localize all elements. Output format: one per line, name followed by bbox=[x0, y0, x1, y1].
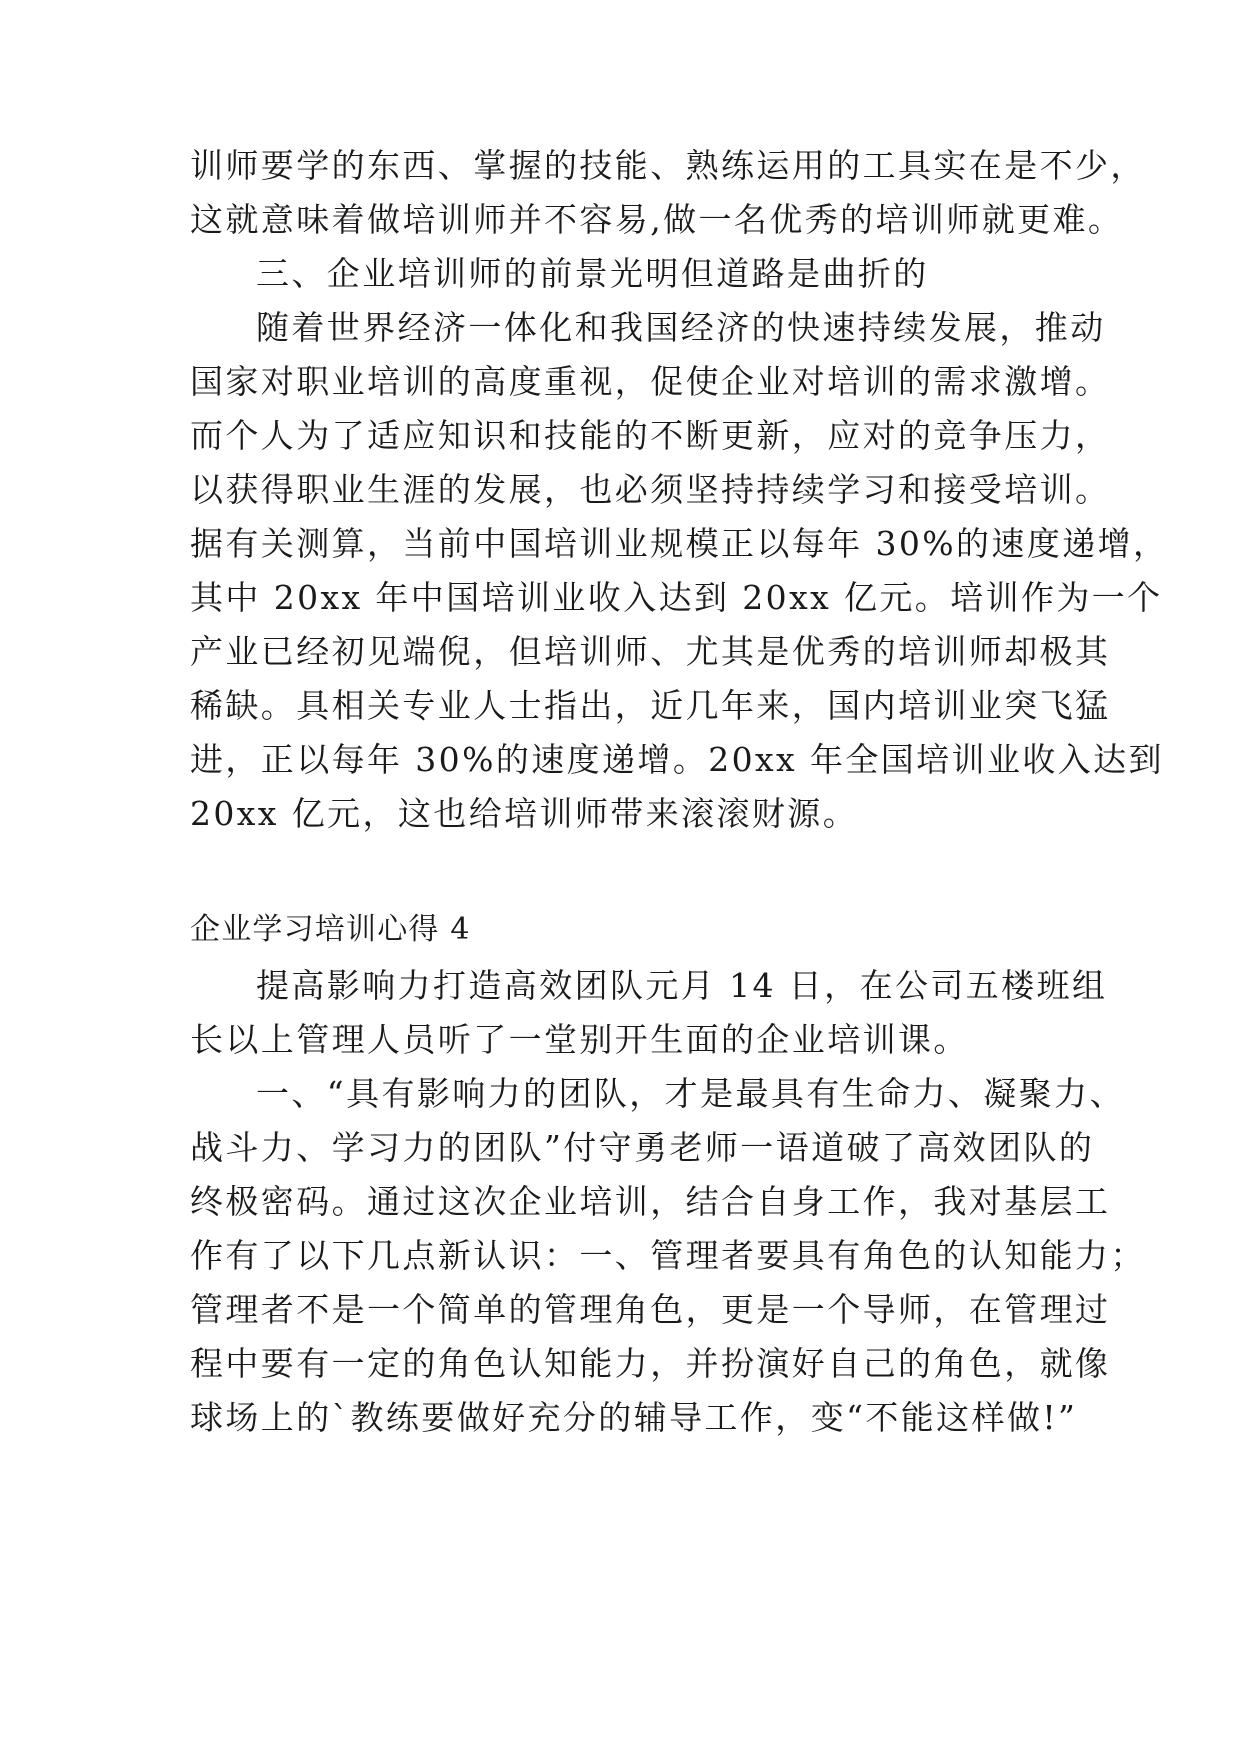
paragraph-line: 管理者不是一个简单的管理角色，更是一个导师，在管理过 bbox=[190, 1290, 1111, 1329]
paragraph-line: 战斗力、学习力的团队”付守勇老师一语道破了高效团队的 bbox=[190, 1128, 1095, 1167]
paragraph-line: 终极密码。通过这次企业培训，结合自身工作，我对基层工 bbox=[190, 1182, 1111, 1221]
paragraph-line: 随着世界经济一体化和我国经济的快速持续发展，推动 bbox=[256, 308, 1106, 347]
section-heading: 三、企业培训师的前景光明但道路是曲折的 bbox=[256, 254, 929, 293]
paragraph-line: 球场上的`教练要做好充分的辅导工作，变“不能这样做!” bbox=[190, 1398, 1078, 1437]
paragraph-line: 国家对职业培训的高度重视，促使企业对培训的需求激增。 bbox=[190, 362, 1111, 401]
paragraph-line: 提高影响力打造高效团队元月 14 日，在公司五楼班组 bbox=[256, 966, 1108, 1005]
paragraph-line: 长以上管理人员听了一堂别开生面的企业培训课。 bbox=[190, 1020, 969, 1059]
section-title: 企业学习培训心得 4 bbox=[190, 912, 471, 947]
paragraph-line: 这就意味着做培训师并不容易,做一名优秀的培训师就更难。 bbox=[190, 200, 1124, 239]
paragraph-line: 一、“具有影响力的团队，才是最具有生命力、凝聚力、 bbox=[256, 1074, 1125, 1113]
paragraph-line: 训师要学的东西、掌握的技能、熟练运用的工具实在是不少， bbox=[190, 146, 1146, 185]
paragraph-line: 其中 20xx 年中国培训业收入达到 20xx 亿元。培训作为一个 bbox=[190, 578, 1163, 617]
paragraph-line: 20xx 亿元，这也给培训师带来滚滚财源。 bbox=[190, 794, 859, 833]
paragraph-line: 稀缺。具相关专业人士指出，近几年来，国内培训业突飞猛 bbox=[190, 686, 1111, 725]
paragraph-line: 以获得职业生涯的发展，也必须坚持持续学习和接受培训。 bbox=[190, 470, 1111, 509]
paragraph-line: 作有了以下几点新认识：一、管理者要具有角色的认知能力； bbox=[190, 1236, 1146, 1275]
paragraph-line: 程中要有一定的角色认知能力，并扮演好自己的角色，就像 bbox=[190, 1344, 1111, 1383]
paragraph-line: 据有关测算，当前中国培训业规模正以每年 30%的速度递增， bbox=[190, 524, 1169, 563]
paragraph-line: 进，正以每年 30%的速度递增。20xx 年全国培训业收入达到 bbox=[190, 740, 1164, 779]
paragraph-line: 产业已经初见端倪，但培训师、尤其是优秀的培训师却极其 bbox=[190, 632, 1111, 671]
paragraph-line: 而个人为了适应知识和技能的不断更新，应对的竞争压力， bbox=[190, 416, 1111, 455]
